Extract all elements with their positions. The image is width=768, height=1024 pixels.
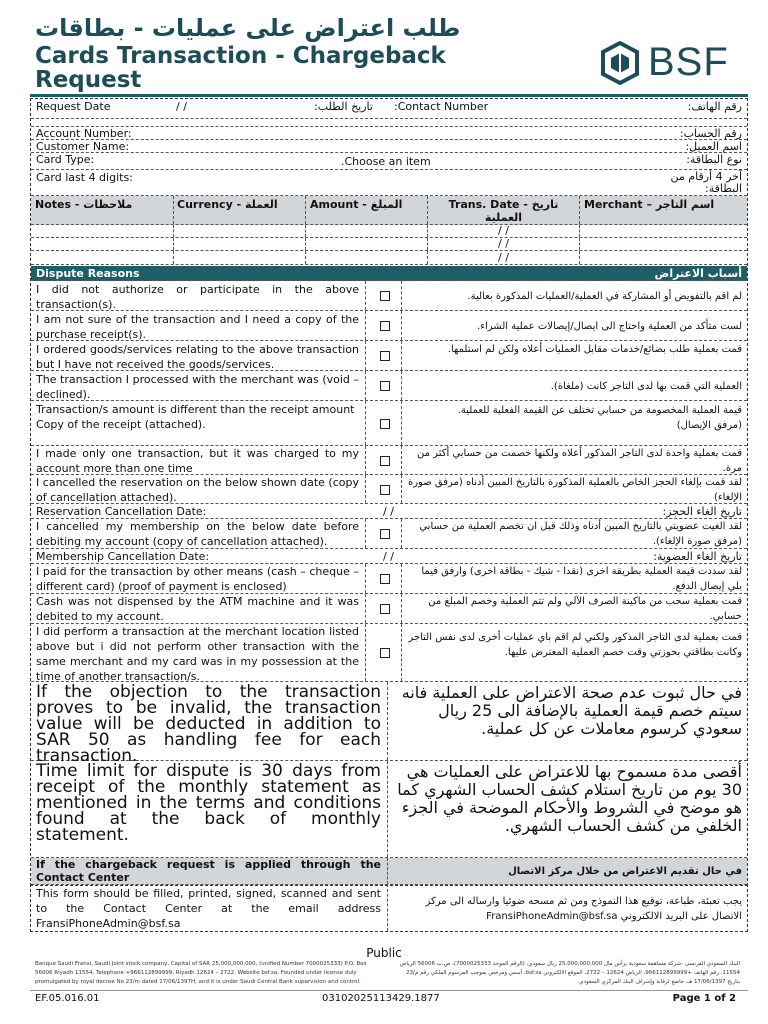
reason-text [36, 402, 359, 432]
reason-checkbox[interactable] [380, 419, 390, 429]
contact-number-label: :Contact Number [394, 100, 489, 113]
request-date-row [31, 99, 747, 119]
membership-cancel-label: Membership Cancellation Date: [36, 550, 210, 563]
membership-cancel-row[interactable] [31, 549, 747, 564]
contact-center-header [31, 858, 747, 885]
col-notes: Notes - ملاحظات [31, 196, 174, 224]
reason-text-ar: قمت بعملية سحب من ماكينة الصرف الآلي ولم تتم العملية وخصم المبلغ من حسابي. [428, 596, 742, 622]
reservation-cancel-label: Reservation Cancellation Date: [36, 505, 207, 518]
chargeback-form [30, 98, 748, 886]
contact-center-text-ar: يجب تعبئة، طباعة، توقيع هذا النموذج ومن ثم مسحه ضوئيا وارساله الى مركز الاتصال على البريد الالكتروني FransiPhoneAdmin@bsf.sa [425, 896, 742, 922]
reason-row [31, 281, 747, 311]
contact-center-instructions: This form should be filled, printed, signed, scanned and sent to the Contact Center at the email address [36, 887, 381, 915]
card-type-label-ar: نوع البطاقة: [686, 153, 742, 166]
reason-text-ar [407, 403, 742, 433]
reason-row [31, 564, 747, 594]
footer-divider [30, 990, 748, 991]
reason-row [31, 311, 747, 341]
reason-row [31, 401, 747, 446]
reason-checkbox[interactable] [380, 529, 390, 539]
reason-text-ar: لست متأكد من العملية واحتاج الى ايصال/إيصالات عملية الشراء. [477, 321, 742, 332]
bsf-emblem-icon [600, 41, 640, 85]
reason-text: The transaction I processed with the merchant was (void – declined). [36, 373, 359, 401]
reservation-cancel-date[interactable]: / / [383, 505, 394, 518]
card-type-label: Card Type: [36, 153, 95, 166]
request-date-input[interactable]: / / [176, 100, 187, 113]
reason-text-ar: قمت بعملية طلب بضائع/خدمات مقابل العمليات أعلاه ولكن لم استلمها. [447, 344, 742, 355]
invalid-objection-text: If the objection to the transaction proves to be invalid, the transaction value will be deducted in addition to SAR 50 as handling fee for each transaction. [36, 682, 381, 766]
membership-cancel-date[interactable]: / / [383, 550, 394, 563]
reason-text-ar: العملية التي قمت بها لدى التاجر كانت (ملغاة). [550, 381, 742, 392]
reason-text-ar: لم اقم بالتفويض أو المشاركة في العملية/العمليات المذكورة بعالية. [467, 291, 742, 302]
reason-text-ar: لقد قمت بإلغاء الحجز الخاص بالعملية المذكورة بالتاريخ المبين أدناه (مرفق صورة الإلغاء) [407, 477, 742, 503]
reason-row [31, 475, 747, 504]
reason-text: I cancelled the reservation on the below shown date (copy of cancellation attached). [36, 476, 359, 504]
bsf-logo-text: BSF [648, 40, 729, 84]
membership-cancel-label-ar: تاريخ الغاء العضوية: [653, 550, 742, 563]
legal-text-ar: البنك السعودي الفرنسي -شركة مساهمة سعودية برأس مال 25,000,000,000 ريال سعودي، (الرقم الموحد 7000025333)، ص.ب 56006 الرياض 11554، رقم الهاتف +966112899999، الرياض 12624 – 2722، الموقع الالكتروني bsf.sa، أسس ومرخص بموجب المرسوم الملكي رقم م/23 بتاريخ 17/06/1397 هـ، خاضع لرقابة وإشراف البنك المركزي السعودي. [399, 961, 740, 985]
reason-checkbox[interactable] [380, 351, 390, 361]
title-arabic: طلب اعتراض على عمليات - بطاقات [35, 14, 461, 42]
form-code: EF.05.016.01 [35, 993, 100, 1004]
reason-text-ar-line: (مرفق الإيصال) [676, 420, 742, 431]
dispute-reasons-header [31, 266, 747, 281]
invalid-objection-text-ar: في حال ثبوت عدم صحة الاعتراض على العملية فانه سيتم خصم قيمة العملية بالإضافة الى 25 ريال سعودي كرسوم معاملات عن كل عملية. [401, 683, 742, 738]
reason-checkbox[interactable] [380, 381, 390, 391]
request-date-label: Request Date [36, 100, 111, 113]
trans-date-input[interactable]: / / [428, 238, 580, 250]
contact-center-title: If the chargeback request is applied through the Contact Center [36, 858, 381, 884]
card-last4-label-ar: آخر 4 أرقام من البطاقة: [670, 170, 742, 195]
customer-name-row[interactable] [31, 140, 747, 153]
reason-row [31, 519, 747, 549]
card-last4-row[interactable] [31, 170, 747, 196]
reason-text: I cancelled my membership on the below date before debiting my account (copy of cancellation attached). [36, 520, 359, 548]
reason-row [31, 594, 747, 624]
reason-text-ar: قمت بعملية واحدة لدى التاجر المذكور أعلاه ولكنها خصمت من حسابي أكثر من مرة. [417, 448, 742, 474]
table-row[interactable] [31, 251, 747, 265]
time-limit-text-ar: أقصى مدة مسموح بها للاعتراض على العمليات هي 30 يوم من تاريخ استلام كشف الحساب الشهري كما هو موضح في الشروط والأحكام الموضحة في الجزء الخلفي من كشف الحساب الشهري. [397, 762, 742, 835]
contact-number-label-ar: رقم الهاتف: [687, 100, 742, 113]
reason-text: I am not sure of the transaction and I need a copy of the purchase receipt(s). [36, 313, 359, 341]
trans-date-input[interactable]: / / [428, 251, 580, 264]
reason-checkbox[interactable] [380, 485, 390, 495]
customer-name-label: Customer Name: [36, 140, 130, 153]
reason-text: I did perform a transaction at the merchant location listed above but i did not perform other transaction with the same merchant and my card was in my possession at the time of another transaction/s. [36, 625, 359, 683]
reason-row [31, 371, 747, 401]
reason-text: I made only one transaction, but it was charged to my account more than one time [36, 447, 359, 475]
contact-center-body [30, 884, 748, 932]
customer-name-label-ar: اسم العميل: [685, 140, 742, 153]
reason-checkbox[interactable] [380, 321, 390, 331]
invalid-objection-notice [31, 682, 747, 766]
card-last4-label: Card last 4 digits: [36, 171, 133, 184]
reason-text: I ordered goods/services relating to the above transaction but I have not received the goods/services. [36, 343, 359, 371]
reason-text-ar: لقد سددت قيمة العملية بطريقة اخرى (نقدا - شيك - بطاقة اخرى) وارفق فيما يلي إيصال الدفع. [421, 566, 742, 592]
col-amount: Amount - المبلغ [306, 196, 428, 224]
table-row[interactable] [31, 225, 747, 238]
reservation-cancel-row[interactable] [31, 504, 747, 519]
reason-checkbox[interactable] [380, 574, 390, 584]
table-row[interactable] [31, 238, 747, 251]
legal-text: Banque Saudi Fransi, Saudi Joint stock company, Capital of SAR 25,000,000,000, (unified Number 7000025333) P.O. Box 56006 Riyadh 11554, Telephone +966112899999, Riyadh 12624 – 2722, Website bsf.sa, Founded under license duly promulgated by royal decree No 23/m dated 17/06/1397H, and it is under Saudi Central Bank supervision and control. [35, 961, 367, 985]
title-english: Cards Transaction - Chargeback Request [35, 43, 446, 93]
account-number-label: Account Number: [36, 127, 132, 140]
reason-checkbox[interactable] [380, 648, 390, 658]
time-limit-notice [31, 761, 747, 858]
document-number: 03102025113429.1877 [322, 993, 440, 1004]
page-indicator: Page 1 of 2 [672, 993, 736, 1004]
reason-text-ar: لقد الغيت عضويتي بالتاريخ المبين أدناه وذلك قبل ان تخصم العملية من حسابي (مرفق صورة الإلغاء). [419, 521, 742, 547]
col-merchant: Merchant – اسم التاجر [584, 198, 715, 211]
reason-row [31, 446, 747, 475]
transactions-header [31, 196, 747, 225]
reason-text-line: Copy of the receipt (attached). [36, 418, 206, 431]
dispute-reasons-title-ar: أسباب الاعتراض [654, 267, 742, 280]
header-divider [30, 94, 748, 97]
contact-center-title-ar: في حال تقديم الاعتراض من خلال مركز الاتصال [508, 866, 742, 877]
reason-checkbox[interactable] [380, 456, 390, 466]
card-type-select[interactable]: .Choose an item [341, 155, 431, 168]
bsf-logo [600, 40, 729, 85]
account-number-row[interactable] [31, 127, 747, 140]
col-currency: Currency - العملة [174, 196, 306, 224]
reason-row [31, 624, 747, 682]
reservation-cancel-label-ar: تاريخ الغاء الحجز: [662, 505, 742, 518]
reason-checkbox[interactable] [380, 604, 390, 614]
reason-text: Cash was not dispensed by the ATM machine and it was debited to my account. [36, 595, 359, 623]
reason-text: I did not authorize or participate in the above transaction(s). [36, 283, 359, 311]
spacer-row [31, 119, 747, 127]
reason-text-line: Transaction/s amount is different than the receipt amount [36, 403, 355, 416]
contact-center-text [36, 886, 381, 931]
trans-date-input[interactable]: / / [428, 225, 580, 237]
dispute-reasons-title: Dispute Reasons [36, 267, 140, 280]
account-number-label-ar: رقم الحساب: [679, 127, 742, 140]
col-trans-date: Trans. Date - تاريخ العملية [428, 196, 580, 224]
reason-text-ar-line: قيمة العملية المخصومة من حسابي تختلف عن القيمة الفعلية للعملية. [457, 405, 742, 416]
card-type-row [31, 153, 747, 170]
request-date-label-ar: تاريخ الطلب: [314, 100, 373, 113]
reason-text: I paid for the transaction by other means (cash – cheque – different card) (proof of payment is enclosed) [36, 565, 359, 593]
time-limit-text: Time limit for dispute is 30 days from receipt of the monthly statement as mentioned in the terms and conditions found at the back of monthly statement. [36, 761, 381, 845]
classification-label: Public [366, 946, 402, 960]
reason-text-ar: قمت بعملية لدى التاجر المذكور ولكني لم اقم باي عمليات أخرى لدى نفس التاجر وكانت بطاقتي بحوزتي وقت خصم العملية المعترض عليها. [408, 632, 742, 658]
reason-checkbox[interactable] [380, 291, 390, 301]
reason-row [31, 341, 747, 371]
contact-email-link[interactable]: FransiPhoneAdmin@bsf.sa [36, 917, 181, 930]
